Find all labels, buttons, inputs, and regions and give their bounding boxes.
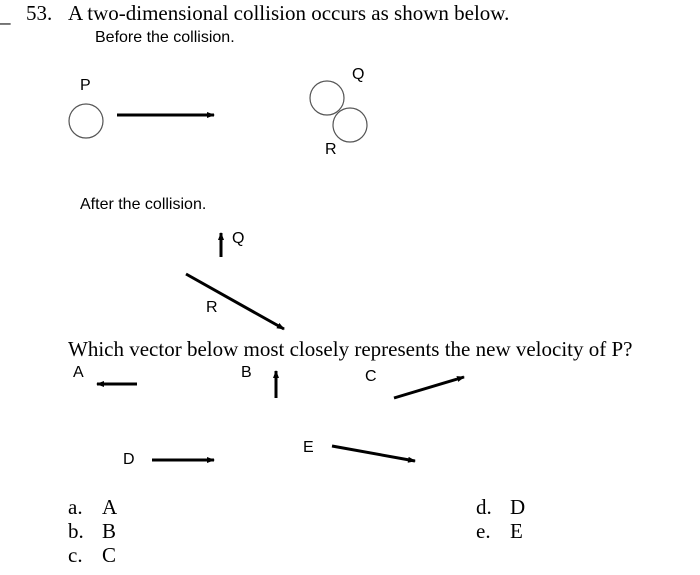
label-vector-d: D (123, 451, 135, 468)
choice-letter: d. (476, 495, 492, 519)
choice-text: E (510, 519, 523, 543)
label-p: P (80, 77, 91, 94)
before-caption: Before the collision. (95, 29, 235, 46)
label-r-after: R (206, 299, 218, 316)
choice-letter: b. (68, 519, 84, 543)
r-final-velocity-arrow (186, 274, 284, 329)
label-vector-e: E (303, 439, 314, 456)
after-caption: After the collision. (80, 196, 207, 213)
choice-text: B (102, 519, 117, 543)
label-vector-b: B (241, 364, 252, 381)
vector-c-arrow (394, 377, 464, 398)
question-stem: A two-dimensional collision occurs as shown below. (68, 1, 510, 25)
choice-text: D (510, 495, 526, 519)
label-q-after: Q (232, 230, 245, 247)
choice-text: C (102, 543, 117, 567)
label-r-before: R (325, 141, 337, 158)
choice-text: A (102, 495, 118, 519)
ball-r (333, 108, 367, 142)
label-vector-c: C (365, 368, 377, 385)
choice-letter: a. (68, 495, 83, 519)
label-vector-a: A (73, 364, 84, 381)
question-number: 53. (26, 1, 53, 25)
ball-p (69, 104, 103, 138)
ball-q (310, 81, 344, 115)
answer-blank: _ (0, 3, 11, 27)
vector-e-arrow (332, 446, 415, 461)
question-prompt: Which vector below most closely represents the new velocity of P? (68, 337, 633, 361)
label-q-before: Q (352, 66, 365, 83)
choice-letter: c. (68, 543, 83, 567)
choice-letter: e. (476, 519, 491, 543)
